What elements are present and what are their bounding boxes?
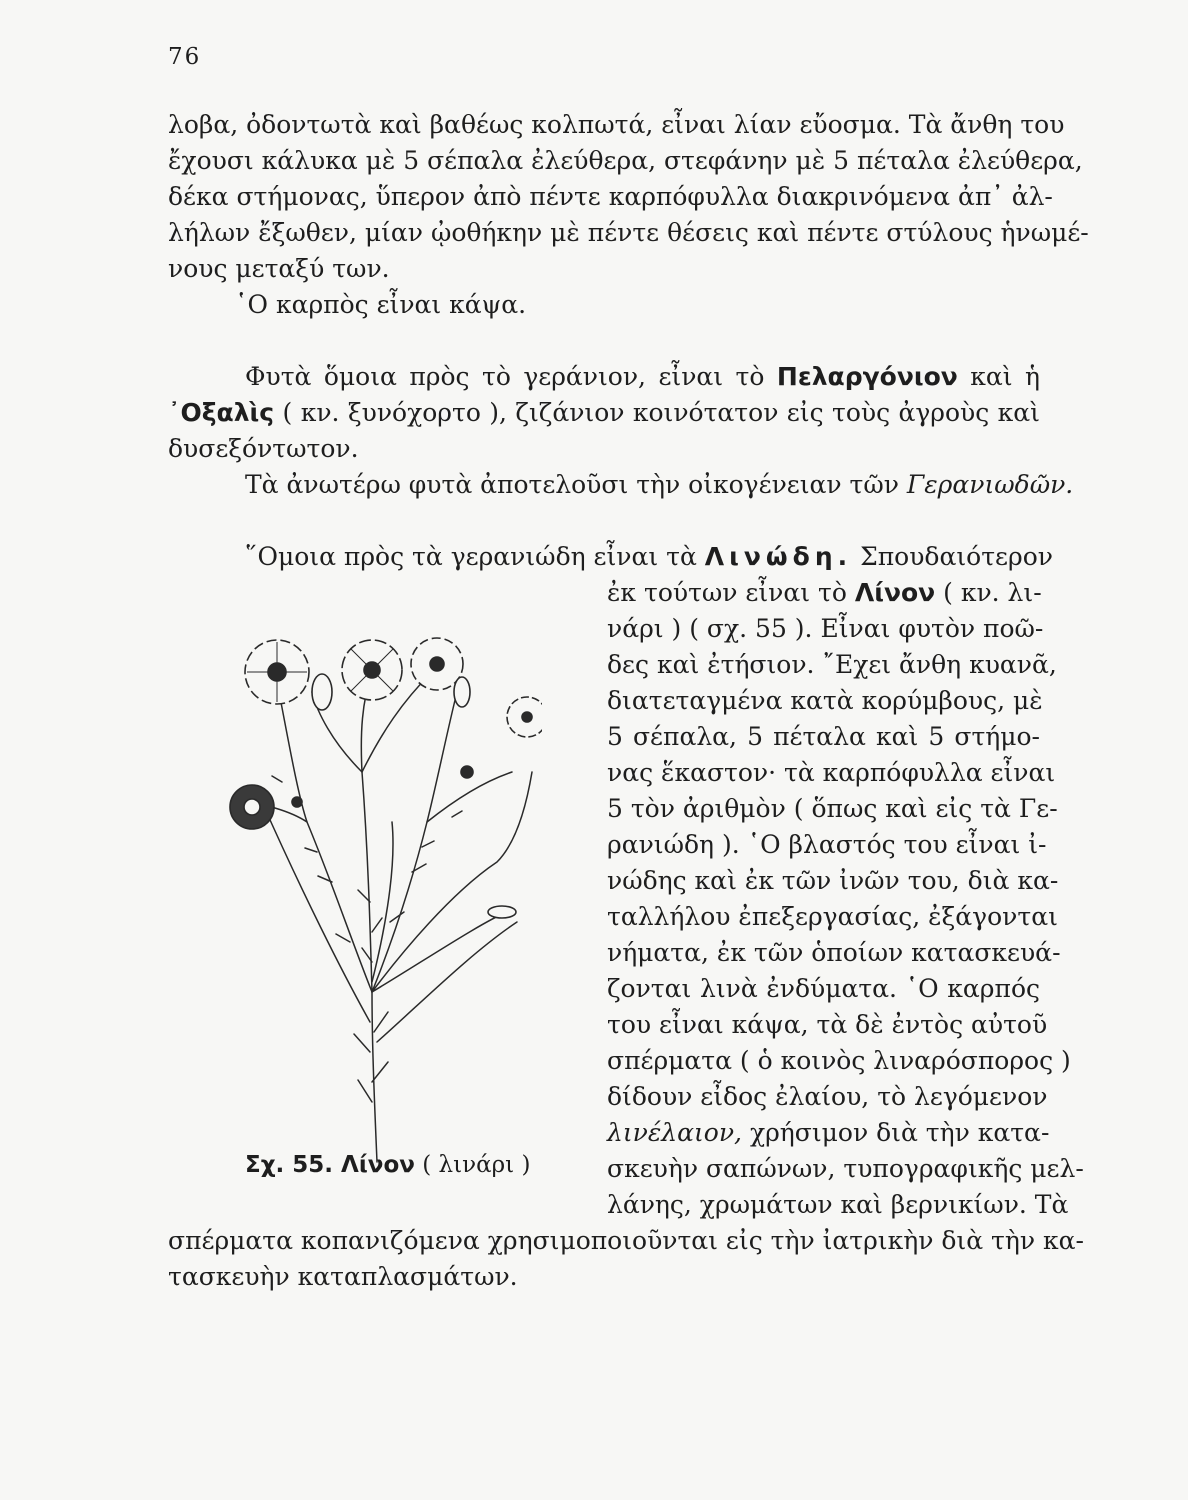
text-run: ( κν. λι- xyxy=(943,578,1042,607)
text-line: ῾Ο καρπὸς εἶναι κάψα. xyxy=(235,290,527,319)
text-run: ῞Ομοια πρὸς τὰ γερανιώδη εἶναι τὰ xyxy=(245,542,697,571)
text-line xyxy=(607,1118,1050,1148)
flax-plant-illustration-icon xyxy=(222,622,542,1182)
text-line: δίδουν εἶδος ἐλαίου, τὸ λεγόμενον xyxy=(607,1082,1048,1111)
text-line: λήλων ἔξωθεν, μίαν ᾠοθήκην μὲ πέντε θέσεις καὶ πέντε στύλους ἡνωμέ- xyxy=(168,218,1089,247)
text-line: 5 σέπαλα, 5 πέταλα καὶ 5 στήμο- xyxy=(607,722,1040,751)
text-line xyxy=(245,470,1074,500)
text-run: ἐκ τούτων εἶναι τὸ xyxy=(607,578,847,607)
figure-caption-label: Σχ. 55. Λίνον xyxy=(245,1152,415,1178)
text-line: νήματα, ἐκ τῶν ὁποίων κατασκευά- xyxy=(607,938,1061,967)
text-run: χρήσιμον διὰ τὴν κατα- xyxy=(749,1118,1050,1147)
term-linaceae: Λινώδη. xyxy=(704,542,853,571)
text-line: ρανιώδη ). ῾Ο βλαστός του εἶναι ἰ- xyxy=(607,830,1047,859)
text-line: ἔχουσι κάλυκα μὲ 5 σέπαλα ἐλεύθερα, στεφάνην μὲ 5 πέταλα ἐλεύθερα, xyxy=(168,146,1083,175)
text-line: δυσεξόντωτον. xyxy=(168,434,359,463)
text-line xyxy=(607,578,1040,608)
text-line: τασκευὴν καταπλασμάτων. xyxy=(168,1262,518,1291)
text-run: καὶ ἡ xyxy=(970,362,1041,391)
text-line xyxy=(168,398,1040,428)
term-oxalis: ᾿Οξαλὶς xyxy=(168,398,275,427)
text-line: νας ἕκαστον· τὰ καρπόφυλλα εἶναι xyxy=(607,758,1056,787)
term-geraniaceae: Γερανιωδῶν. xyxy=(906,470,1074,499)
text-line xyxy=(245,542,1053,572)
text-line: λοβα, ὀδοντωτὰ καὶ βαθέως κολπωτά, εἶναι λίαν εὔοσμα. Τὰ ἄνθη του xyxy=(168,110,1065,139)
text-line: δες καὶ ἐτήσιον. ῎Εχει ἄνθη κυανᾶ, xyxy=(607,650,1057,679)
text-run: ( κν. ξυνόχορτο ), ζιζάνιον κοινότατον εἰς τοὺς ἀγροὺς καὶ xyxy=(282,398,1040,427)
term-linseed-oil: λινέλαιον, xyxy=(607,1118,742,1147)
text-line: νώδης καὶ ἐκ τῶν ἰνῶν του, διὰ κα- xyxy=(607,866,1059,895)
text-line: σκευὴν σαπώνων, τυπογραφικῆς μελ- xyxy=(607,1154,1084,1183)
text-line: ζονται λινὰ ἐνδύματα. ῾Ο καρπός xyxy=(607,974,1040,1003)
text-run: Τὰ ἀνωτέρω φυτὰ ἀποτελοῦσι τὴν οἰκογένειαν τῶν xyxy=(245,470,899,499)
figure-caption xyxy=(245,1152,530,1178)
figure-caption-note: ( λινάρι ) xyxy=(422,1152,531,1178)
text-line: δέκα στήμονας, ὕπερον ἀπὸ πέντε καρπόφυλλα διακρινόμενα ἀπ᾽ ἀλ- xyxy=(168,182,1053,211)
text-run: Σπουδαιότερον xyxy=(860,542,1053,571)
text-line: ταλλήλου ἐπεξεργασίας, ἐξάγονται xyxy=(607,902,1058,931)
page-number: 76 xyxy=(168,44,202,70)
term-pelargonium: Πελαργόνιον xyxy=(776,362,958,391)
text-line: λάνης, χρωμάτων καὶ βερνικίων. Τὰ xyxy=(607,1190,1069,1219)
text-line: σπέρματα ( ὁ κοινὸς λιναρόσπορος ) xyxy=(607,1046,1071,1075)
text-line: νάρι ) ( σχ. 55 ). Εἶναι φυτὸν ποῶ- xyxy=(607,614,1044,643)
text-line: διατεταγμένα κατὰ κορύμβους, μὲ xyxy=(607,686,1043,715)
text-line: του εἶναι κάψα, τὰ δὲ ἐντὸς αὐτοῦ xyxy=(607,1010,1048,1039)
text-run: Φυτὰ ὅμοια πρὸς τὸ γεράνιον, εἶναι τὸ xyxy=(245,362,765,391)
text-line: νους μεταξύ των. xyxy=(168,254,390,283)
term-linum: Λίνον xyxy=(854,578,936,607)
text-line: σπέρματα κοπανιζόμενα χρησιμοποιοῦνται εἰς τὴν ἰατρικὴν διὰ τὴν κα- xyxy=(168,1226,1084,1255)
text-line: 5 τὸν ἀριθμὸν ( ὅπως καὶ εἰς τὰ Γε- xyxy=(607,794,1058,823)
text-line xyxy=(245,362,1040,392)
